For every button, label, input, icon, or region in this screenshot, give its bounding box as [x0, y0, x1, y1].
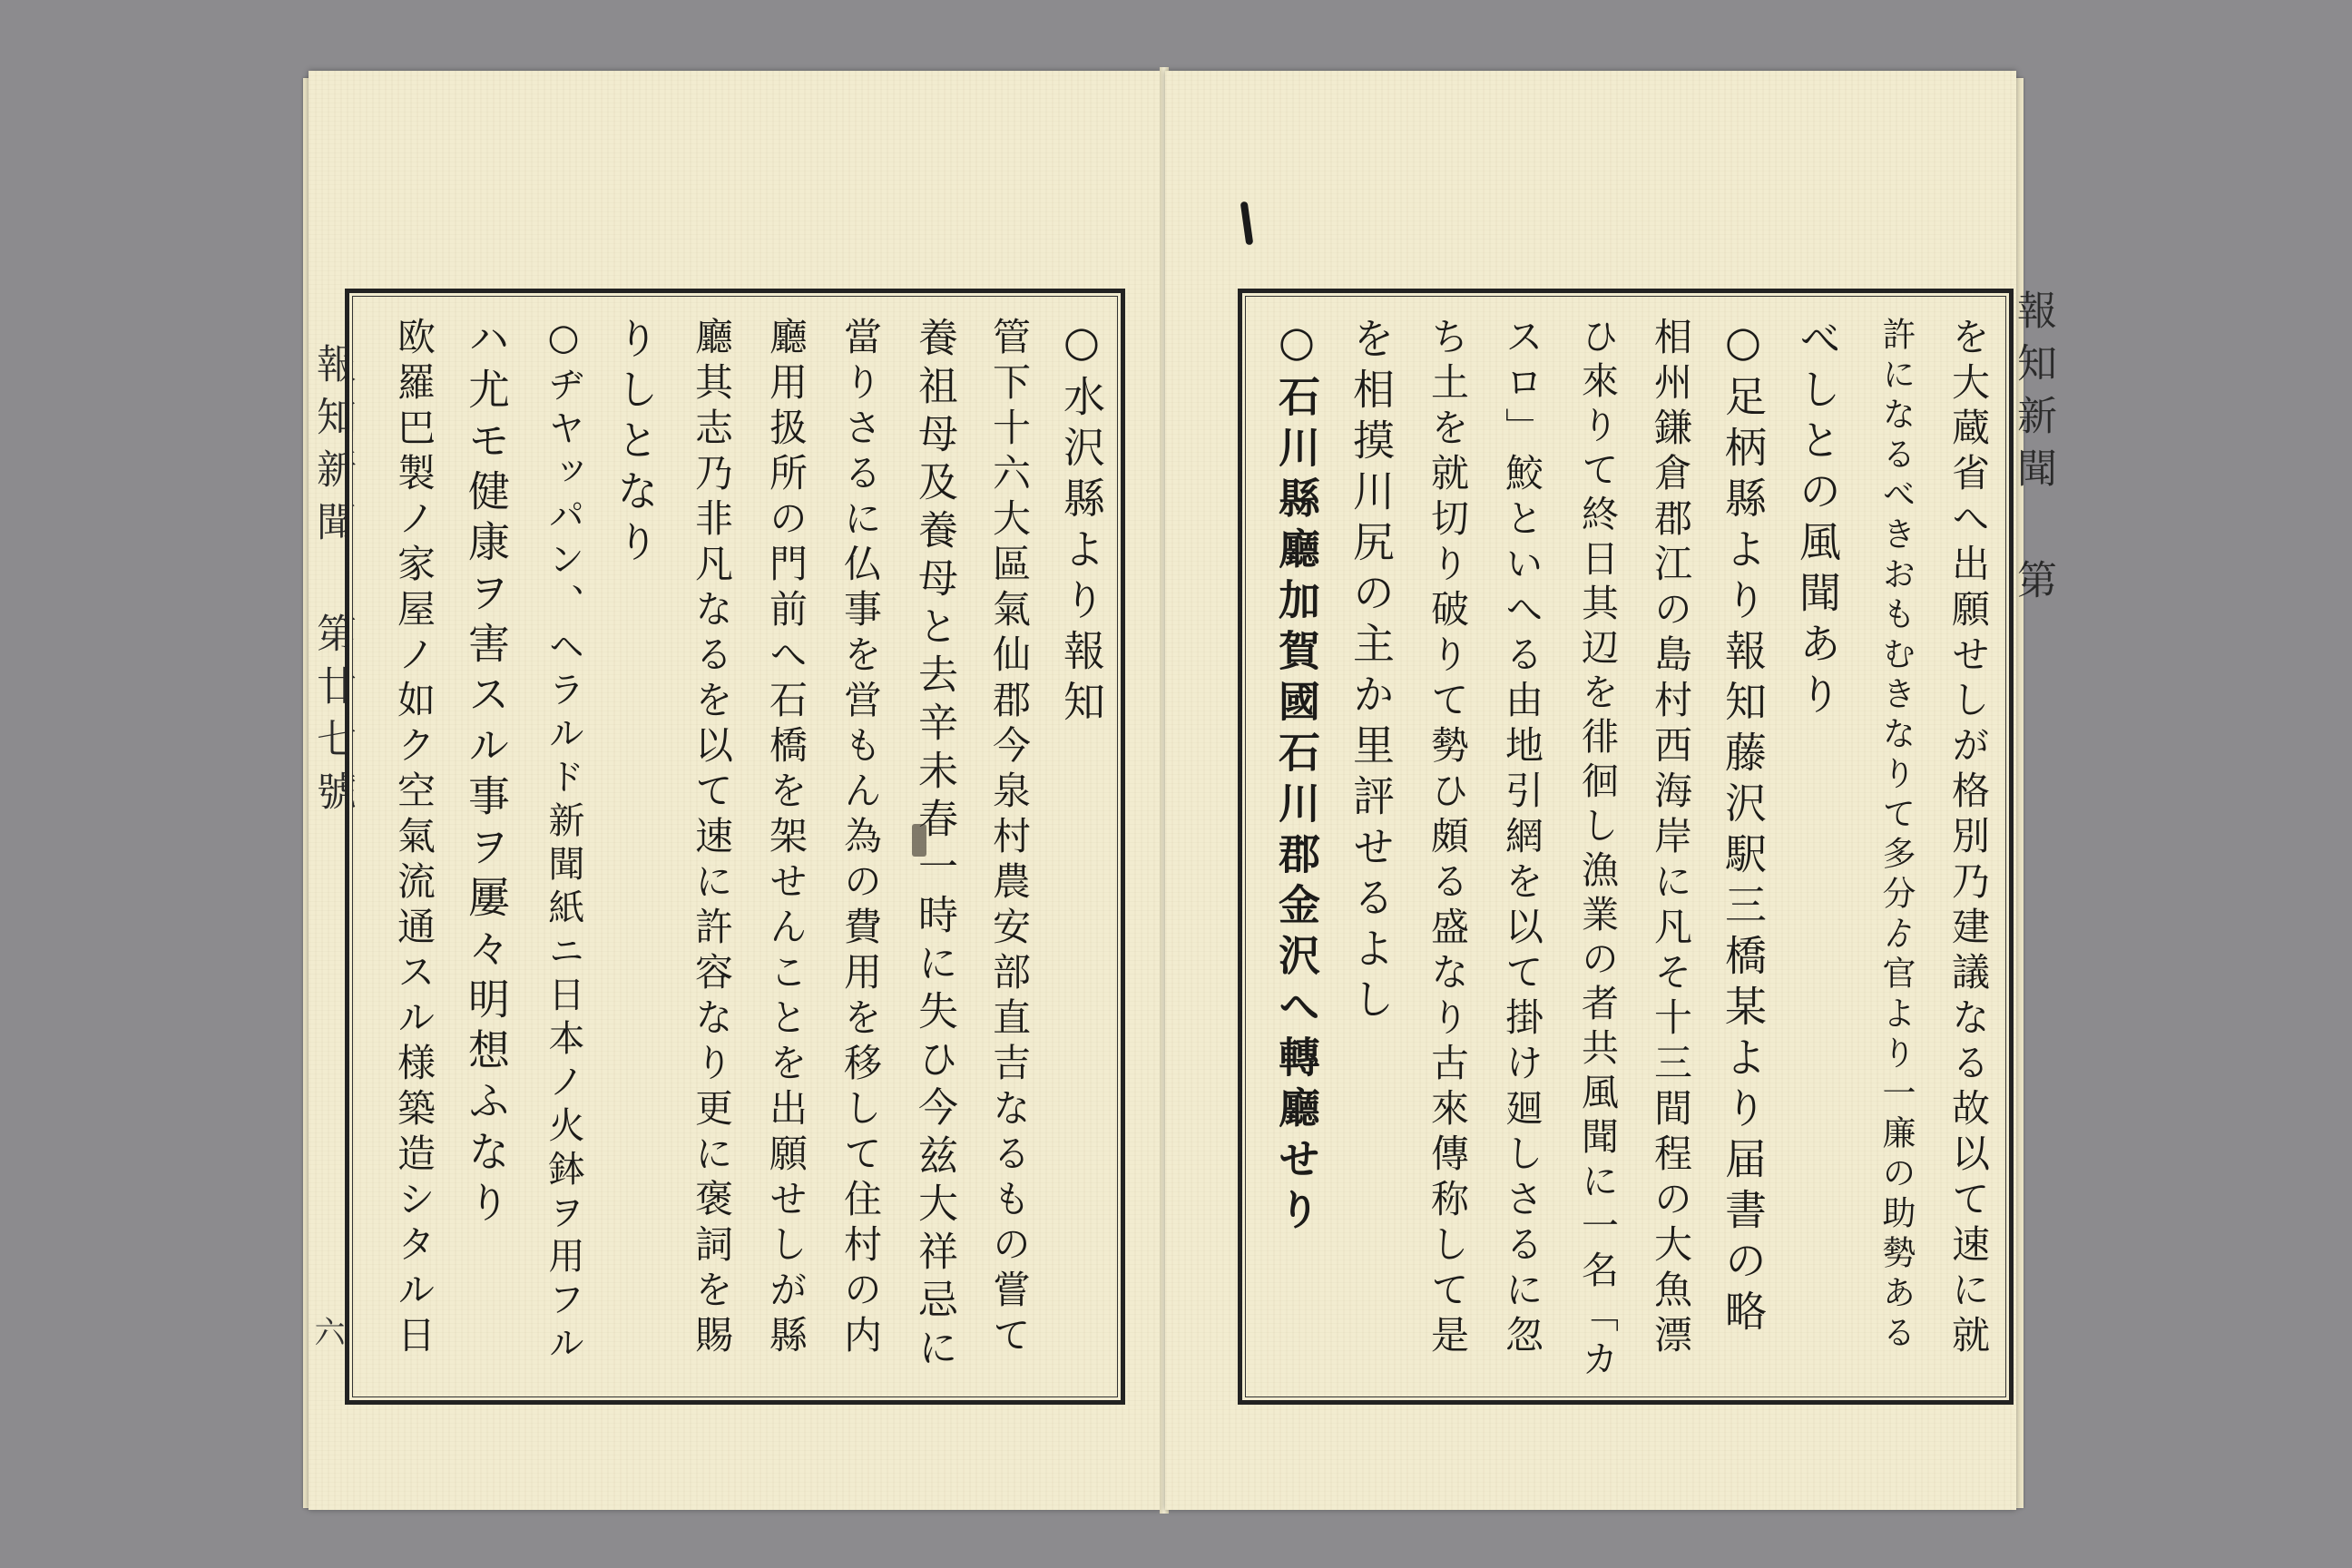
text-column: 養祖母及養母と去辛未春一時に失ひ今兹大祥忌に	[911, 317, 957, 1375]
text-column: 相州鎌倉郡江の島村西海岸に凡そ十三間程の大魚漂	[1649, 317, 1693, 1360]
text-column: を相摸川尻の主か里評せるよし	[1347, 317, 1396, 1028]
text-column: 許になるべきおもむきなりて多分ゟ官より一廉の助勢ある	[1877, 317, 1916, 1355]
text-column: 廳用扱所の門前へ石橋を架せんことを出願せしが縣	[764, 317, 808, 1360]
left-page	[309, 71, 1161, 1510]
right-text-frame	[1238, 289, 2056, 1405]
text-column: スロ」鮫といへる由地引網を以て掛け廻しさるに忽	[1500, 317, 1544, 1360]
text-column: ○足柄縣より報知藤沢駅三橋某より届書の略	[1719, 317, 1768, 1340]
right-page	[1165, 71, 2056, 1510]
text-column: 當りさるに仏事を営もん為の費用を移して住村の内	[838, 317, 883, 1360]
page-number: 六	[309, 1316, 345, 1347]
left-page-running-title: 報知新聞 第廿七號	[309, 343, 356, 823]
text-column: を大蔵省へ出願せしが格別乃建議なる故以て速に就	[1946, 317, 1991, 1360]
text-column: ○ヂヤッパン、ヘラルド新聞紙ニ日本ノ火鉢ヲ用フル	[543, 317, 584, 1367]
text-column: りしとなり	[611, 317, 660, 571]
text-column-heading: ○石川縣廳加賀國石川郡金沢へ轉廳せり	[1272, 317, 1321, 1239]
text-column: ち土を就切り破りて勢ひ頗る盛なり古來傳称して是	[1426, 317, 1470, 1360]
text-column: ○水沢縣より報知	[1057, 317, 1106, 730]
left-text-frame	[345, 289, 1125, 1405]
text-column: ひ來りて終日其辺を徘徊し漁業の者共風聞に一名「カ	[1575, 317, 1619, 1384]
text-column: べしとの風聞あり	[1793, 317, 1842, 723]
text-column: ハ尤モ健康ヲ害スル事ヲ屢々明想ふなり	[462, 317, 511, 1231]
right-page-running-title: 報知新聞 第	[2010, 289, 2056, 612]
text-column: 欧羅巴製ノ家屋ノ如ク空氣流通スル様築造シタル日	[392, 317, 436, 1360]
text-column: 廳其志乃非凡なるを以て速に許容なり更に褒詞を賜	[690, 317, 734, 1360]
text-column: 管下十六大區氣仙郡今泉村農安部直吉なるもの嘗て	[987, 317, 1032, 1360]
